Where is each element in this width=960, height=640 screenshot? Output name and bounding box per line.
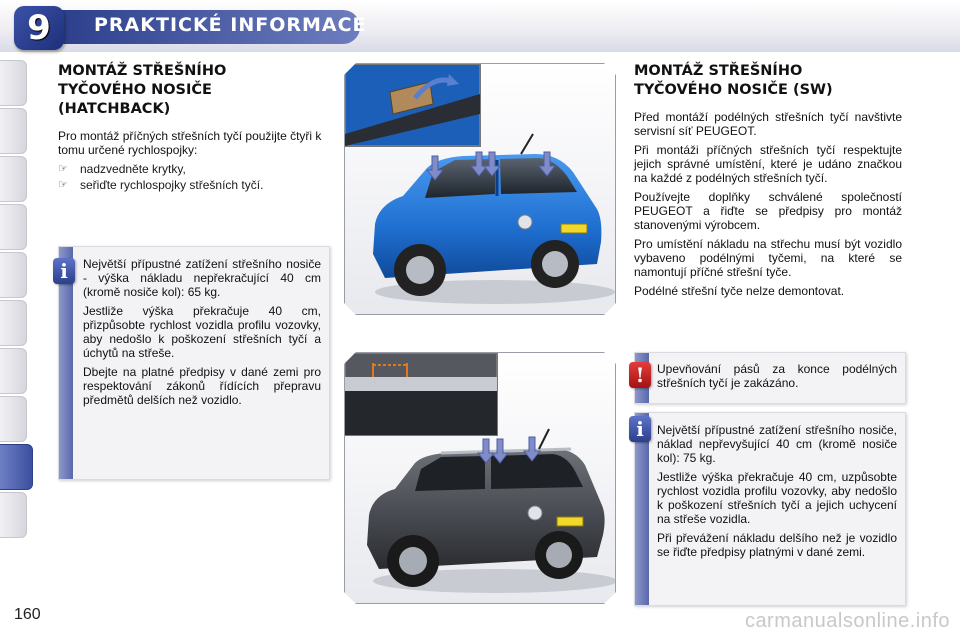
- step-item: [58, 177, 338, 193]
- hatchback-photo: [344, 63, 616, 315]
- warning-text: Upevňování pásů za konce podélných střešních tyčí je zakázáno.: [657, 362, 897, 390]
- warning-content: [657, 362, 897, 395]
- warning-box: [634, 352, 906, 404]
- info-icon: i: [53, 258, 75, 284]
- hatchback-intro: Pro montáž příčných střešních tyčí použijte čtyři k tomu určené rychlospojky:: [58, 129, 322, 157]
- watermark: carmanualsonline.info: [744, 610, 950, 632]
- chapter-tab[interactable]: [0, 108, 27, 154]
- sw-photo: [344, 352, 616, 604]
- info-text: Jestliže výška překračuje 40 cm, uzpůsobte rychlost vozidla profilu vozovky, aby nedošlo k poškození střešních tyčí a jejich uchycení na střeše vozidla.: [657, 470, 897, 526]
- sw-section: [634, 62, 902, 303]
- chapter-tab[interactable]: [0, 204, 27, 250]
- info-text: Při převážení nákladu delšího než je vozidlo se řiďte předpisy platnými v dané zemi.: [657, 531, 897, 559]
- hand-pointer-icon: ☞: [58, 163, 68, 175]
- title-line: MONTÁŽ STŘEŠNÍHO: [58, 63, 227, 79]
- chapter-tab[interactable]: [0, 300, 27, 346]
- step-text: nadzvedněte krytky,: [80, 162, 186, 176]
- page-title: PRAKTICKÉ INFORMACE: [94, 14, 367, 36]
- title-line: MONTÁŽ STŘEŠNÍHO: [634, 63, 803, 79]
- chapter-tab[interactable]: [0, 396, 27, 442]
- chapter-tab-active[interactable]: [0, 444, 33, 490]
- roof-clip-inset: [345, 64, 480, 146]
- hatchback-section: [58, 62, 338, 193]
- info-box-sw: [634, 412, 906, 606]
- hatchback-steps: [58, 161, 338, 193]
- step-item: [58, 161, 338, 177]
- sw-paragraph: Před montáží podélných střešních tyčí navštivte servisní síť PEUGEOT.: [634, 110, 902, 138]
- title-line: (HATCHBACK): [58, 101, 171, 117]
- info-text: Jestliže výška překračuje 40 cm, přizpůsobte rychlost vozidla profilu vozovky, aby nedošlo k poškození střešních tyčí a úchytů na střeše.: [83, 304, 321, 360]
- chapter-tabs: [0, 60, 34, 540]
- hatchback-title: [58, 62, 338, 119]
- title-line: TYČOVÉHO NOSIČE (SW): [634, 82, 833, 98]
- title-line: TYČOVÉHO NOSIČE: [58, 82, 212, 98]
- chapter-number: 9: [27, 8, 51, 48]
- sw-paragraph: Podélné střešní tyče nelze demontovat.: [634, 284, 845, 298]
- sw-paragraph: Pro umístění nákladu na střechu musí být vozidlo vybaveno podélnými tyčemi, na které se namontují příčné střešní tyče.: [634, 237, 902, 279]
- chapter-badge: [14, 6, 64, 50]
- roof-rail-inset: [345, 353, 497, 435]
- info-text: Dbejte na platné předpisy v dané zemi pro respektování zákonů řídících přepravu předmětů delších než vozidlo.: [83, 365, 321, 407]
- page-header: [0, 0, 960, 52]
- chapter-tab[interactable]: [0, 60, 27, 106]
- info-icon: i: [629, 416, 651, 442]
- sw-paragraph: Při montáži příčných střešních tyčí respektujte jejich správné umístění, které je udáno značkou na každé z podélných střešních tyčí.: [634, 143, 902, 185]
- info-text: Největší přípustné zatížení střešního nosiče - výška nákladu nepřekračující 40 cm (kromě nosiče kol): 65 kg.: [83, 257, 321, 299]
- sw-illustration: [345, 353, 615, 603]
- step-text: seřiďte rychlospojky střešních tyčí.: [80, 178, 264, 192]
- chapter-tab[interactable]: [0, 156, 27, 202]
- warning-icon: !: [629, 362, 651, 388]
- info-content: [657, 423, 897, 564]
- chapter-tab[interactable]: [0, 492, 27, 538]
- info-text: Největší přípustné zatížení střešního nosiče, náklad nepřevyšující 40 cm (kromě nosiče kol): 75 kg.: [657, 423, 897, 465]
- page-number: 160: [14, 606, 41, 623]
- hatchback-illustration: [345, 64, 615, 314]
- chapter-tab[interactable]: [0, 252, 27, 298]
- hand-pointer-icon: ☞: [58, 179, 68, 191]
- sw-title: [634, 62, 902, 100]
- sw-paragraph: Používejte doplňky schválené společností PEUGEOT a řiďte se předpisy pro montáž stanovenými výrobcem.: [634, 190, 902, 232]
- info-box-hatchback: [58, 246, 330, 480]
- info-content: [83, 257, 321, 412]
- chapter-tab[interactable]: [0, 348, 27, 394]
